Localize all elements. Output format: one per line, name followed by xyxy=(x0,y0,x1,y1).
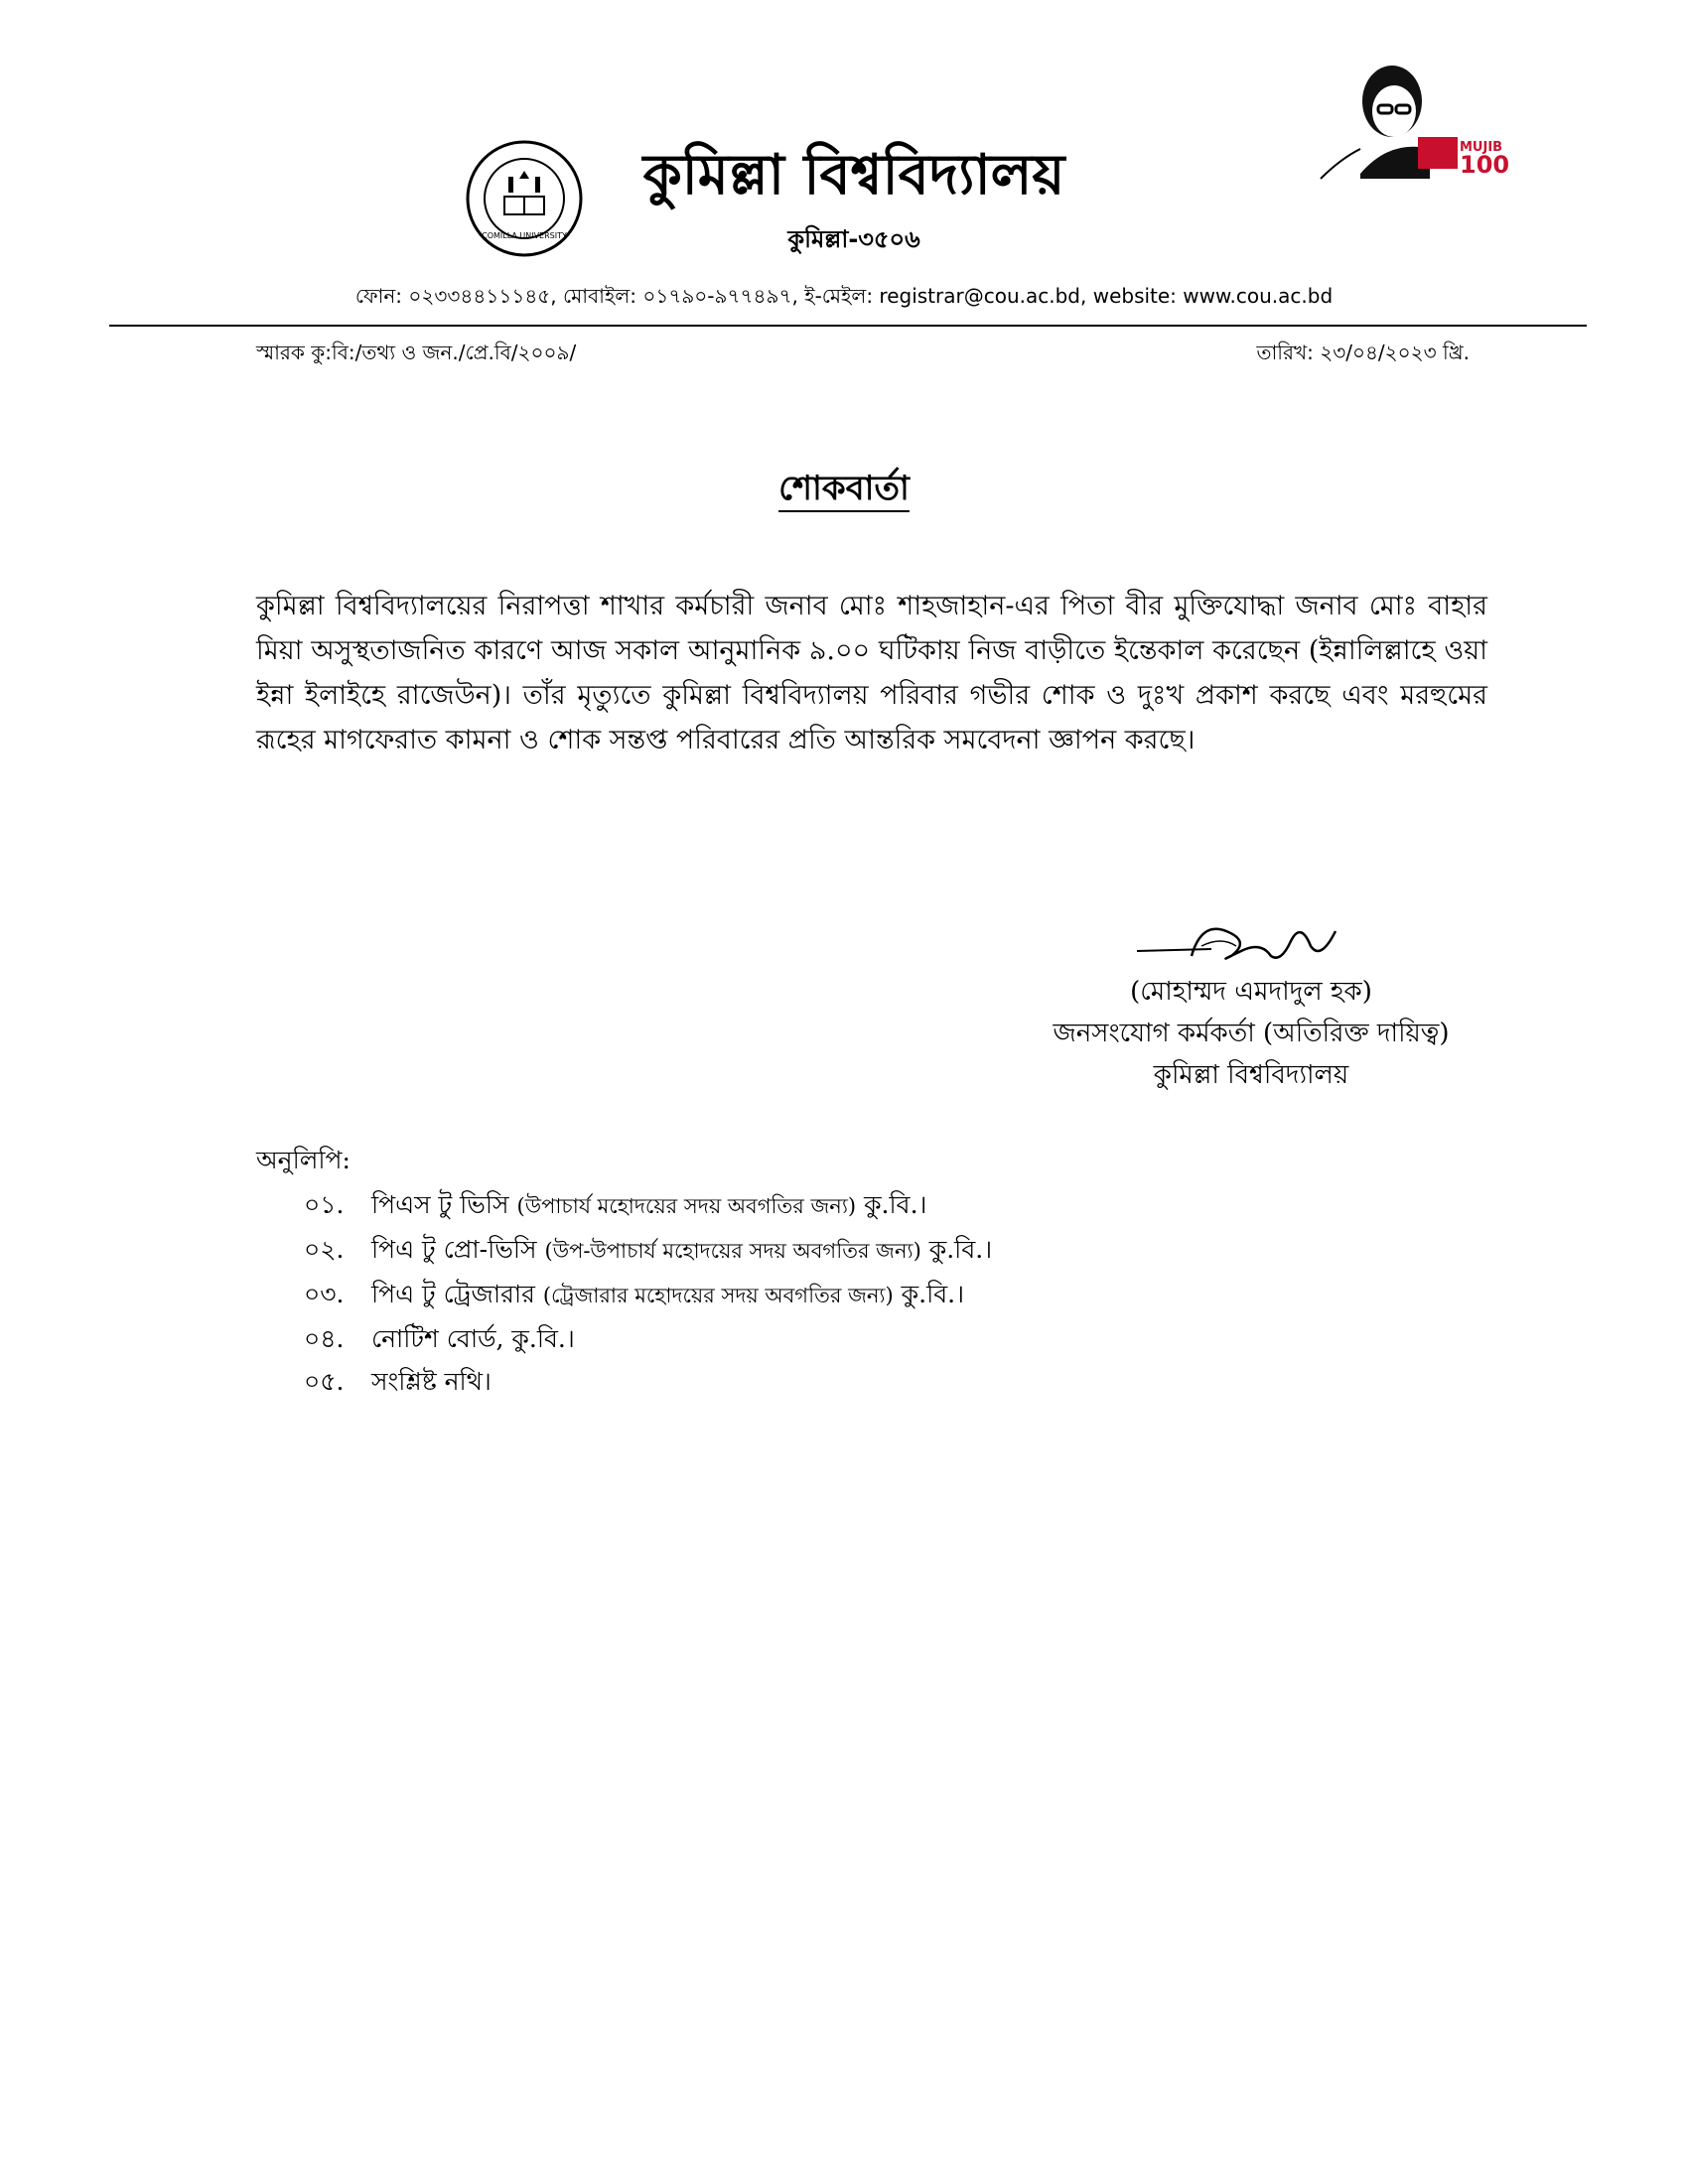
list-item-tail: কু.বি.। xyxy=(928,1235,993,1264)
header-divider xyxy=(109,325,1587,327)
university-title: কুমিল্লা বিশ্ববিদ্যালয় xyxy=(642,142,1065,207)
list-item-number: ০১. xyxy=(304,1190,345,1219)
copies-list xyxy=(304,1183,1495,1403)
list-item-number: ০২. xyxy=(304,1235,345,1264)
signatory-institution: কুমিল্লা বিশ্ববিদ্যালয় xyxy=(1153,1060,1349,1090)
list-item-tail: কু.বি.। xyxy=(901,1280,965,1308)
svg-text:100: 100 xyxy=(1460,151,1510,179)
list-item-recipient: পিএ টু ট্রেজারার xyxy=(370,1280,535,1308)
list-item-note: (ট্রেজারার মহোদয়ের সদয় অবগতির জন্য) xyxy=(542,1284,894,1307)
svg-text:MUJIB: MUJIB xyxy=(1460,140,1503,155)
list-item xyxy=(304,1183,1495,1228)
svg-text:COMILLA UNIVERSITY: COMILLA UNIVERSITY xyxy=(482,231,567,240)
signatory-designation: জনসংযোগ কর্মকর্তা (অতিরিক্ত দায়িত্ব) xyxy=(1053,1019,1450,1048)
condolence-body: কুমিল্লা বিশ্ববিদ্যালয়ের নিরাপত্তা শাখার কর্মচারী জনাব মোঃ শাহজাহান-এর পিতা বীর মুক্তিযোদ্ধা জনাব মোঃ বাহার মিয়া অসুস্থতাজনিত কারণে আজ সকাল আনুমানিক ৯.০০ ঘটিকায় নিজ বাড়ীতে ইন্তেকাল করেছেন (ইন্নালিল্লাহে ওয়া ইন্না ইলাইহে রাজেউন)। তাঁর মৃত্যুতে কুমিল্লা বিশ্ববিদ্যালয় পরিবার গভীর শোক ও দুঃখ প্রকাশ করছে এবং মরহুমের রূহের মাগফেরাত কামনা ও শোক সন্তপ্ত পরিবারের প্রতি আন্তরিক সমবেদনা জ্ঞাপন করছে। xyxy=(256,591,1487,755)
list-item xyxy=(304,1273,1495,1317)
list-item-number: ০৫. xyxy=(304,1367,345,1396)
subject-text: শোকবার্তা xyxy=(778,469,910,512)
university-address: কুমিল্লা-৩৫০৬ xyxy=(787,225,920,253)
handwritten-signature xyxy=(1132,901,1350,981)
mujib-centenary-logo xyxy=(1301,50,1510,189)
copies-heading: অনুলিপি: xyxy=(256,1146,351,1174)
list-item xyxy=(304,1228,1495,1273)
list-item xyxy=(304,1360,1495,1403)
list-item-note: (উপ-উপাচার্য মহোদয়ের সদয় অবগতির জন্য) xyxy=(544,1239,921,1263)
memo-date: তারিখ: ২৩/০৪/২০২৩ খ্রি. xyxy=(1256,341,1470,364)
list-item-recipient: সংশ্লিষ্ট নথি। xyxy=(370,1367,492,1396)
list-item-tail: কু.বি.। xyxy=(864,1190,927,1219)
list-item-recipient: পিএস টু ভিসি xyxy=(370,1190,509,1219)
memo-reference: স্মারক কু:বি:/তথ্য ও জন./প্রে.বি/২০০৯/ xyxy=(256,341,577,364)
university-seal-logo xyxy=(465,139,584,258)
list-item xyxy=(304,1317,1495,1360)
list-item-note: (উপাচার্য মহোদয়ের সদয় অবগতির জন্য) xyxy=(516,1194,857,1218)
list-item-number: ০৪. xyxy=(304,1324,345,1353)
list-item-number: ০৩. xyxy=(304,1280,345,1308)
subject-heading xyxy=(0,465,1688,512)
signature-block xyxy=(1013,971,1489,1096)
list-item-recipient: পিএ টু প্রো-ভিসি xyxy=(370,1235,537,1264)
contact-line: ফোন: ০২৩৩৪৪১১১৪৫, মোবাইল: ০১৭৯০-৯৭৭৪৯৭, ই-মেইল: registrar@cou.ac.bd, website: www.cou.ac.bd xyxy=(354,284,1334,308)
signatory-name: (মোহাম্মদ এমদাদুল হক) xyxy=(1130,977,1372,1007)
list-item-recipient: নোটিশ বোর্ড, কু.বি.। xyxy=(370,1324,575,1353)
